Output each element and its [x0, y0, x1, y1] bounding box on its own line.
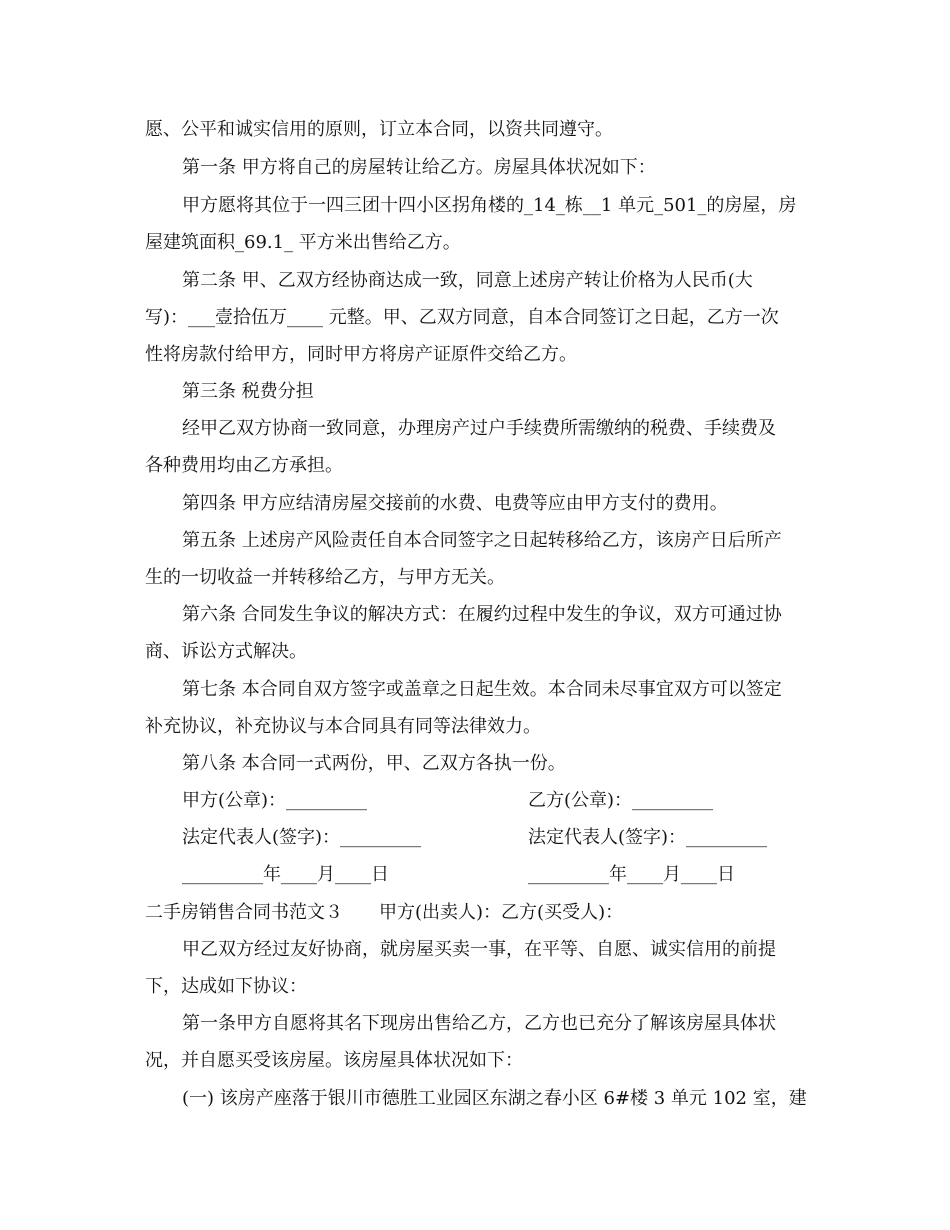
paragraph-line: 经甲乙双方协商一致同意，办理房产过户手续费所需缴纳的税费、手续费及 — [182, 418, 776, 439]
paragraph-line: 下，达成如下协议： — [145, 976, 307, 997]
section-title: 二手房销售合同书范文３ 甲方(出卖人)：乙方(买受人)： — [145, 902, 624, 923]
paragraph-line: 况，并自愿买受该房屋。该房屋具体状况如下： — [145, 1050, 523, 1071]
clause-3-heading: 第三条 税费分担 — [182, 381, 314, 402]
clause-8-heading: 第八条 本合同一式两份，甲、乙双方各执一份。 — [182, 753, 566, 774]
clause-1-heading-2: 第一条甲方自愿将其名下现房出售给乙方，乙方也已充分了解该房屋具体状 — [182, 1013, 776, 1034]
paragraph-line: 生的一切收益一并转移给乙方，与甲方无关。 — [145, 567, 505, 588]
paragraph-line: 写)：___壹拾伍万____ 元整。甲、乙双方同意，自本合同签订之日起，乙方一次 — [145, 307, 779, 328]
party-b-date-field: _________年____月____日 — [528, 864, 735, 885]
paragraph-line: 性将房款付给甲方，同时甲方将房产证原件交给乙方。 — [145, 344, 577, 365]
clause-2-heading: 第二条 甲、乙双方经协商达成一致，同意上述房产转让价格为人民币(大 — [182, 270, 753, 291]
clause-7-heading: 第七条 本合同自双方签字或盖章之日起生效。本合同未尽事宜双方可以签定 — [182, 679, 782, 700]
paragraph-line: 甲乙双方经过友好协商，就房屋买卖一事，在平等、自愿、诚实信用的前提 — [182, 939, 776, 960]
party-b-seal-field: 乙方(公章)：_________ — [528, 790, 714, 811]
party-a-seal-field: 甲方(公章)：_________ — [182, 790, 368, 811]
party-a-representative-field: 法定代表人(签字)：_________ — [182, 827, 422, 848]
paragraph-line: 补充协议，补充协议与本合同具有同等法律效力。 — [145, 716, 541, 737]
paragraph-line: 各种费用均由乙方承担。 — [145, 455, 343, 476]
paragraph-line: 甲方愿将其位于一四三团十四小区拐角楼的_14_栋__1 单元_501_的房屋，房 — [182, 195, 797, 216]
clause-4-heading: 第四条 甲方应结清房屋交接前的水费、电费等应由甲方支付的费用。 — [182, 493, 728, 514]
party-a-date-field: _________年____月____日 — [182, 864, 389, 885]
clause-5-heading: 第五条 上述房产风险责任自本合同签字之日起转移给乙方，该房产日后所产 — [182, 530, 782, 551]
clause-1-heading: 第一条 甲方将自己的房屋转让给乙方。房屋具体状况如下： — [182, 157, 656, 178]
paragraph-line: 愿、公平和诚实信用的原则，订立本合同，以资共同遵守。 — [145, 119, 613, 140]
property-detail-line: (一) 该房产座落于银川市德胜工业园区东湖之春小区 6#楼 3 单元 102 室，建 — [182, 1088, 807, 1109]
party-b-representative-field: 法定代表人(签字)：_________ — [528, 827, 768, 848]
clause-6-heading: 第六条 合同发生争议的解决方式：在履约过程中发生的争议，双方可通过协 — [182, 604, 782, 625]
paragraph-line: 屋建筑面积_69.1_ 平方米出售给乙方。 — [145, 232, 461, 253]
paragraph-line: 商、诉讼方式解决。 — [145, 641, 307, 662]
